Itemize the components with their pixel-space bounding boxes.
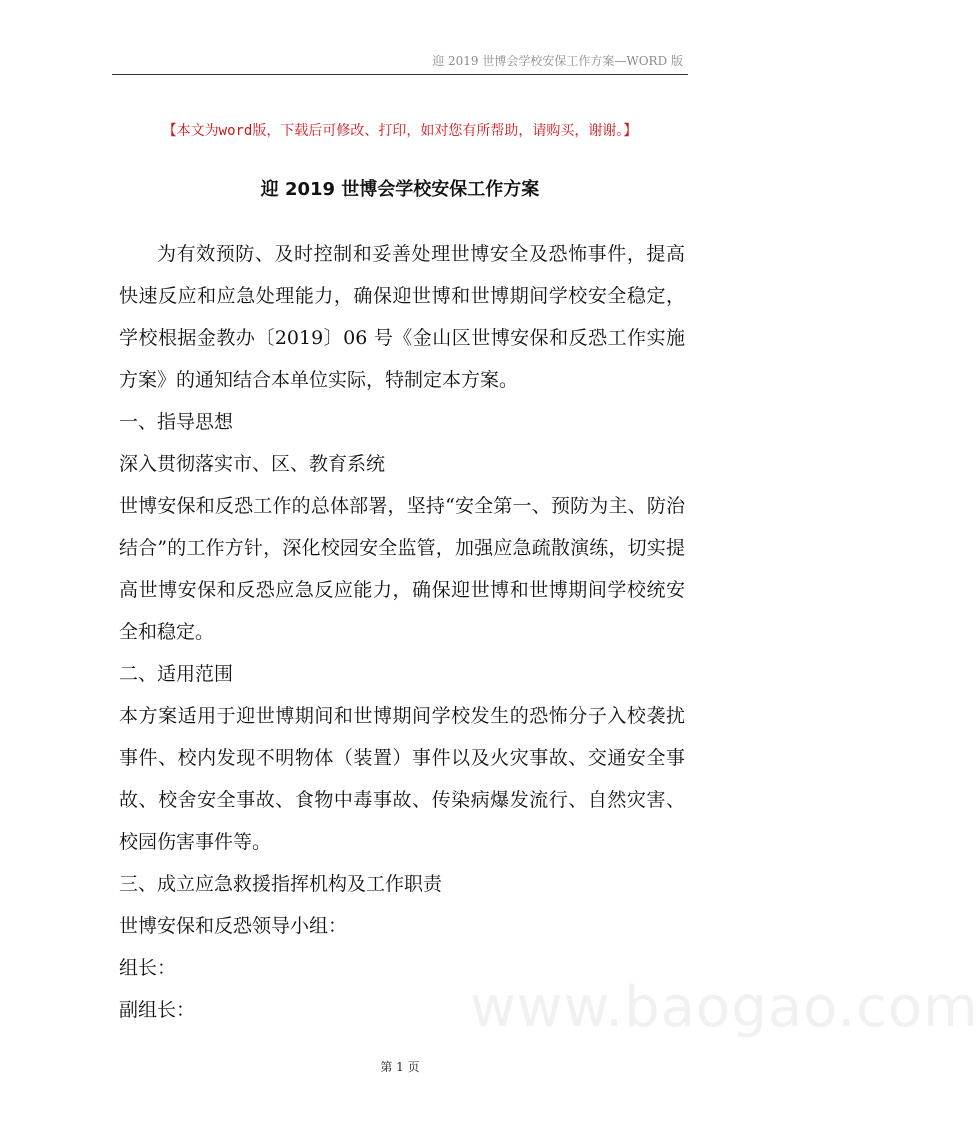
running-header: 迎 2019 世博会学校安保工作方案—WORD 版 (432, 54, 683, 68)
section-heading-command-structure: 三、成立应急救援指挥机构及工作职责 (119, 873, 443, 895)
section-heading-scope: 二、适用范围 (119, 663, 234, 685)
section-heading-guiding-thought: 一、指导思想 (119, 411, 234, 433)
body-paragraph: 世博安保和反恐工作的总体部署，坚持“安全第一、预防为主、防治结合”的工作方针，深化校园安全监管，加强应急疏散演练，切实提高世博安保和反恐应急反应能力，确保迎世博和世博期间学校统安全和稳定。 (119, 495, 685, 643)
body-paragraph: 副组长： (119, 999, 196, 1021)
site-watermark: www.baogao.com (470, 975, 979, 1040)
body-paragraph: 深入贯彻落实市、区、教育系统 (119, 453, 386, 475)
header-divider (112, 74, 688, 75)
document-body (119, 233, 685, 1031)
body-paragraph: 组长： (119, 957, 177, 979)
document-title: 迎 2019 世博会学校安保工作方案 (260, 179, 540, 200)
body-paragraph: 世博安保和反恐领导小组： (119, 915, 348, 937)
purchase-notice: 【本文为word版，下载后可修改、打印，如对您有所帮助，请购买，谢谢。】 (162, 123, 638, 139)
intro-paragraph: 为有效预防、及时控制和妥善处理世博安全及恐怖事件，提高快速反应和应急处理能力，确保迎世博和世博期间学校安全稳定，学校根据金教办〔2019〕06 号《金山区世博安保和反恐工作实施方案》的通知结合本单位实际，特制定本方案。 (119, 243, 685, 391)
page-number: 第 1 页 (380, 1060, 420, 1074)
body-paragraph: 本方案适用于迎世博期间和世博期间学校发生的恐怖分子入校袭扰事件、校内发现不明物体（装置）事件以及火灾事故、交通安全事故、校舍安全事故、食物中毒事故、传染病爆发流行、自然灾害、校园伤害事件等。 (119, 705, 685, 853)
